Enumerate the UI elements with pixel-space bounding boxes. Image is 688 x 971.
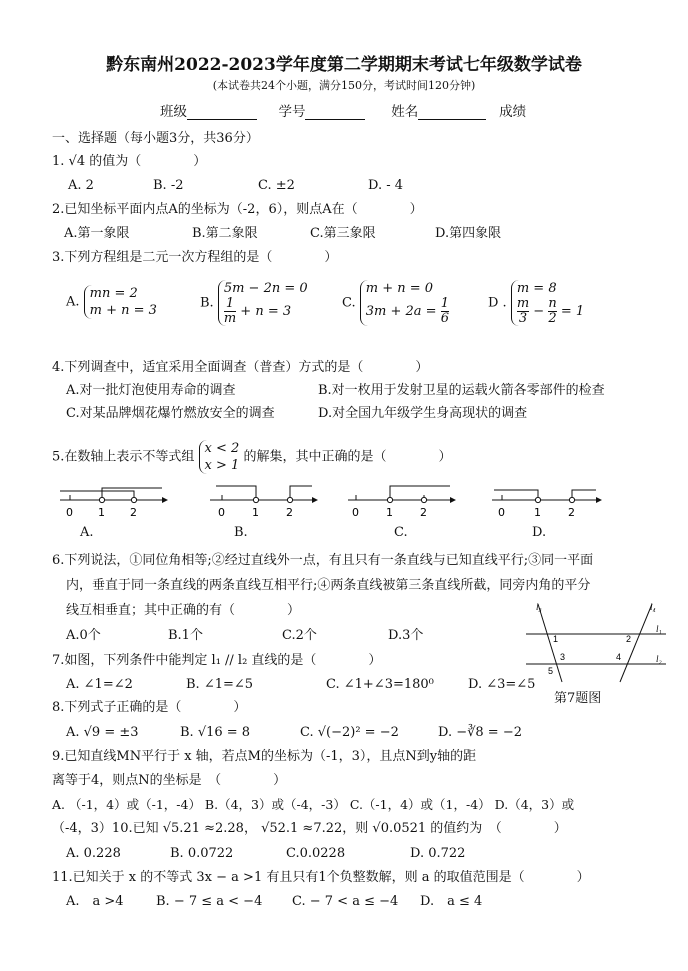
q3-b-eq2: + n = 3	[240, 304, 292, 319]
q6-option-c[interactable]: C.2个	[282, 628, 317, 643]
q3-b-system	[218, 280, 308, 326]
exam-title: 黔东南州2022-2023学年度第二学期期末考试七年级数学试卷	[106, 55, 582, 75]
q5a-tick-0: 0	[66, 506, 73, 519]
class-label: 班级	[160, 104, 187, 120]
q3-a-system	[84, 285, 157, 319]
q11-option-c[interactable]: C. − 7 < a ≤ −4	[292, 894, 399, 909]
q7-label-l3: l₃	[536, 602, 542, 612]
name-blank[interactable]	[418, 105, 486, 120]
q3-d-frac2-den: 2	[548, 311, 557, 326]
q6-option-d[interactable]: D.3个	[388, 628, 424, 643]
q5c-tick-2: 2	[420, 506, 427, 519]
q1-option-a[interactable]: A. 2	[68, 178, 94, 193]
q7-label-l1: l₁	[656, 624, 662, 634]
question-5	[52, 440, 451, 474]
q1-option-d[interactable]: D. - 4	[368, 178, 404, 193]
question-2: 2.已知坐标平面内点A的坐标为（-2，6），则点A在（ ）	[52, 202, 423, 217]
score-label: 成绩	[499, 104, 527, 120]
q3-option-d[interactable]: D . m = 8 $\frac{m}{3}$ − $\frac{n}{2}$ = 1	[488, 281, 585, 326]
q5-ineq1: x < 2	[204, 441, 240, 456]
q3-c-frac-den: 6	[440, 311, 449, 326]
q5b-tick-1: 1	[252, 506, 259, 519]
q5c-tick-1: 1	[386, 506, 393, 519]
q7-angle-1: 1	[553, 634, 559, 644]
q3-b-frac-den: m	[223, 311, 237, 326]
q5-numberline-a[interactable]	[58, 478, 168, 524]
question-11: 11.已知关于 x 的不等式 3x − a >1 有且只有1个负整数解，则 a 的取值范围是（ ）	[52, 870, 590, 885]
q7-angle-3: 3	[560, 652, 566, 662]
q3-a-eq1: mn = 2	[89, 286, 138, 301]
q7-option-d[interactable]: D. ∠3=∠5	[468, 677, 536, 692]
q2-option-c[interactable]: C.第三象限	[310, 226, 376, 241]
q8-option-a[interactable]: A. √9 = ±3	[66, 725, 139, 740]
q5-numberline-c[interactable]	[346, 478, 456, 524]
q2-option-d[interactable]: D.第四象限	[435, 226, 502, 241]
q5-stem-before: 5.在数轴上表示不等式组	[52, 449, 195, 465]
q3-c-frac	[441, 297, 449, 326]
q7-option-b[interactable]: B. ∠1=∠5	[186, 677, 254, 692]
q5b-tick-2: 2	[286, 506, 293, 519]
q3-b-frac-num: 1	[224, 297, 236, 312]
q5-ineq2: x > 1	[204, 458, 240, 473]
q8-option-b[interactable]: B. √16 = 8	[180, 725, 251, 740]
q5a-tick-2: 2	[130, 506, 137, 519]
q2-option-a[interactable]: A.第一象限	[64, 226, 130, 241]
id-label: 学号	[278, 104, 306, 120]
q7-option-c[interactable]: C. ∠1+∠3=180⁰	[326, 677, 434, 692]
question-8: 8.下列式子正确的是（ ）	[52, 700, 247, 715]
q3-option-b[interactable]: B. 5m − 2n = 0 $\frac{1}{m}$ + n = 3	[200, 281, 308, 326]
q5d-tick-2: 2	[568, 506, 575, 519]
q3-c-eq2: 3m + 2a =	[365, 304, 437, 319]
question-7: 7.如图，下列条件中能判定 l₁ // l₂ 直线的是（ ）	[52, 653, 382, 668]
q5d-tick-1: 1	[534, 506, 541, 519]
q3-b-frac	[224, 297, 236, 326]
q3-c-eq1: m + n = 0	[365, 281, 434, 296]
q3-d-eq1: m = 8	[516, 281, 557, 296]
question-9-line1: 9.已知直线MN平行于 x 轴，若点M的坐标为（-1，3），且点N到y轴的距	[52, 749, 477, 764]
q7-figure	[520, 598, 670, 684]
q6-option-b[interactable]: B.1个	[168, 628, 203, 643]
q3-d-system: m = 8 $\frac{m}{3}$ − $\frac{n}{2}$ = 1	[511, 280, 584, 326]
q7-angle-4: 4	[616, 652, 622, 662]
q5c-tick-0: 0	[352, 506, 359, 519]
q7-angle-5: 5	[548, 666, 554, 676]
q5-system	[199, 440, 240, 474]
q1-option-b[interactable]: B. -2	[153, 178, 184, 193]
q8-option-c[interactable]: C. √(−2)² = −2	[300, 725, 399, 740]
q4-option-b[interactable]: B.对一枚用于发射卫星的运载火箭各零部件的检查	[318, 383, 605, 398]
question-1: 1. √4 的值为（ ）	[52, 154, 207, 169]
q3-d-frac2-num: n	[548, 296, 557, 311]
q3-c-system	[360, 280, 449, 326]
question-4: 4.下列调查中，适宜采用全面调查（普查）方式的是（ ）	[52, 360, 429, 375]
q5-stem-after: 的解集，其中正确的是（ ）	[243, 449, 452, 465]
question-6-line2: 内，垂直于同一条直线的两条直线互相平行;④两条直线被第三条直线所截，同旁内角的平分	[66, 578, 591, 593]
q5d-tick-0: 0	[498, 506, 505, 519]
q7-label-l4: l₄	[650, 602, 656, 612]
q1-option-c[interactable]: C. ±2	[258, 178, 295, 193]
q4-option-a[interactable]: A.对一批灯泡使用寿命的调查	[66, 383, 236, 398]
question-9-options[interactable]: A. （-1，4）或（-1，-4） B.（4，3）或（-4，-3） C.（-1，4）或（1，-4） D.（4，3）或	[52, 797, 575, 812]
name-label: 姓名	[391, 104, 419, 120]
q3-d-frac1-den: 3	[518, 311, 528, 326]
q5-numberline-b[interactable]	[208, 478, 318, 524]
q7-label-l2: l₂	[656, 654, 662, 664]
q8-option-d[interactable]: D. −∛8 = −2	[438, 725, 522, 740]
question-6-line3: 线互相垂直；其中正确的有（ ）	[66, 603, 301, 618]
question-10: （-4，3）10.已知 √5.21 ≈2.28， √52.1 ≈7.22，则 √0.0521 的值约为 （ ）	[52, 821, 567, 836]
question-3: 3.下列方程组是二元一次方程组的是（ ）	[52, 250, 338, 265]
q2-option-b[interactable]: B.第二象限	[192, 226, 258, 241]
id-blank[interactable]	[305, 105, 365, 120]
q5a-tick-1: 1	[98, 506, 105, 519]
q4-option-c[interactable]: C.对某品牌烟花爆竹燃放安全的调查	[66, 406, 275, 421]
q3-b-eq1: 5m − 2n = 0	[223, 281, 308, 296]
q4-option-d[interactable]: D.对全国九年级学生身高现状的调查	[318, 406, 528, 421]
q3-d-frac1	[517, 297, 529, 326]
q7-caption: 第7题图	[554, 691, 602, 706]
q10-option-b[interactable]: B. 0.0722	[170, 846, 234, 861]
section-heading: 一、选择题（每小题3分，共36分）	[52, 131, 259, 146]
q3-d-frac1-num: m	[516, 296, 530, 311]
class-blank[interactable]	[187, 105, 257, 120]
q3-d-frac2	[548, 297, 556, 326]
q7-angle-2: 2	[626, 634, 632, 644]
q3-a-eq2: m + n = 3	[89, 303, 157, 318]
q11-option-b[interactable]: B. − 7 ≤ a < −4	[156, 894, 263, 909]
q10-option-a[interactable]: A. 0.228	[66, 846, 121, 861]
q7-option-a[interactable]: A. ∠1=∠2	[66, 677, 133, 692]
q5b-tick-0: 0	[218, 506, 225, 519]
q5-label-a: A.	[80, 525, 94, 540]
q5-numberline-d[interactable]	[490, 478, 602, 524]
q10-option-d[interactable]: D. 0.722	[410, 846, 466, 861]
q11-option-a[interactable]: A. a >4	[66, 894, 124, 909]
q5-label-c: C.	[394, 525, 408, 540]
q5-label-b: B.	[234, 525, 248, 540]
question-9-line2: 离等于4，则点N的坐标是 （ ）	[52, 773, 287, 788]
q3-d-eq2-rhs: = 1	[560, 304, 585, 319]
q3-c-frac-num: 1	[440, 296, 449, 311]
q6-option-a[interactable]: A.0个	[66, 628, 101, 643]
question-6-line1: 6.下列说法，①同位角相等;②经过直线外一点，有且只有一条直线与已知直线平行;③同一平面	[52, 553, 594, 568]
q11-option-d[interactable]: D. a ≤ 4	[420, 894, 483, 909]
q3-option-c[interactable]: C. m + n = 0 3m + 2a = $\frac{1}{6}$	[342, 281, 449, 326]
student-info-row	[160, 100, 526, 120]
q10-option-c[interactable]: C.0.0228	[286, 846, 346, 861]
q5-label-d: D.	[532, 525, 547, 540]
q3-option-a[interactable]: A. mn = 2 m + n = 3	[66, 286, 157, 318]
exam-subtitle: (本试卷共24个小题，满分150分，考试时间120分钟)	[212, 79, 476, 92]
